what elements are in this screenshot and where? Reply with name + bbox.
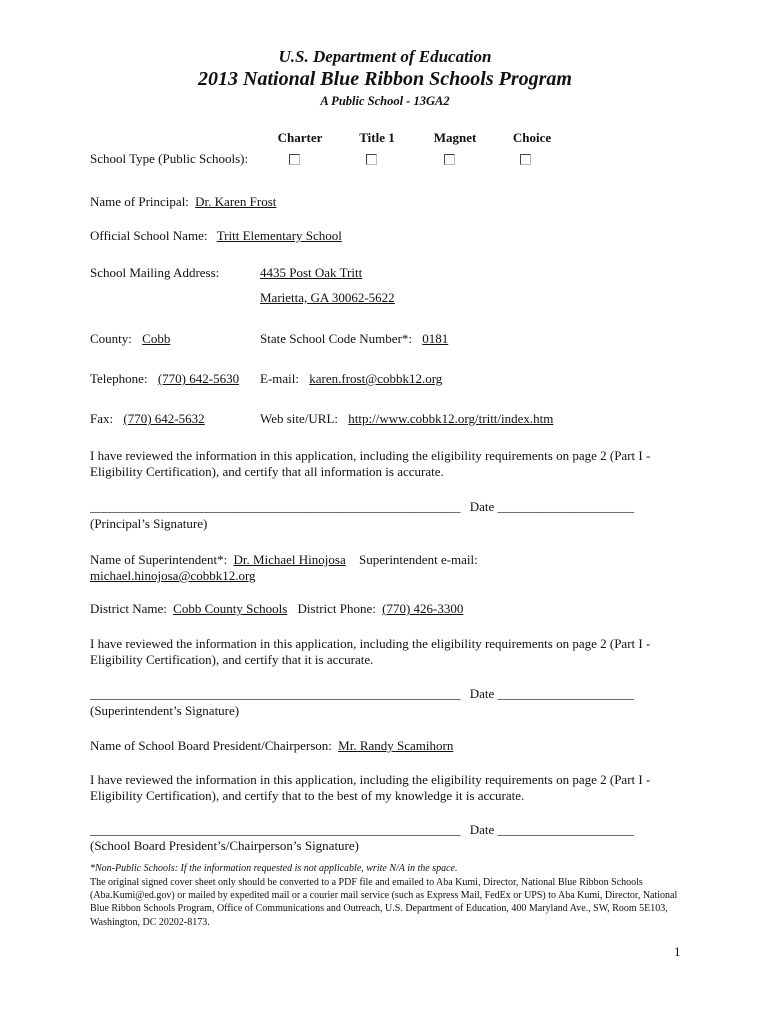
principal-signature-row xyxy=(90,499,634,515)
state-code-label: State School Code Number*: xyxy=(260,331,413,346)
mailing-line2: Marietta, GA 30062-5622 xyxy=(260,290,395,305)
telephone-row xyxy=(90,371,239,387)
board-date-line[interactable]: _____________________ xyxy=(497,822,635,837)
superintendent-value: Dr. Michael Hinojosa xyxy=(233,552,346,567)
fax-label: Fax: xyxy=(90,411,114,426)
fax-row xyxy=(90,411,205,427)
superintendent-email-label: Superintendent e-mail: xyxy=(358,552,478,567)
choice-header: Choice xyxy=(512,130,552,145)
website-value: http://www.cobbk12.org/tritt/index.htm xyxy=(348,411,554,426)
website-label: Web site/URL: xyxy=(260,411,339,426)
footnote-submission: The original signed cover sheet only should be converted to a PDF file and emailed to Aba Kumi, Director, National Blue Ribbon Schools (Aba.Kumi@ed.gov) or mailed by expedited mail or a courier mail service (such as Express Mail, FedEx or UPS) to Aba Kumi, Director, National Blue Ribbon Schools Program, Office of Communications and Outreach, U.S. Department of Education, 400 Maryland Ave., SW, Room 5E103, Washington, DC 20202-8173. xyxy=(90,877,678,928)
board-value: Mr. Randy Scamihorn xyxy=(338,738,454,753)
footnote-non-public: *Non-Public Schools: If the information requested is not applicable, write N/A in the space. xyxy=(90,863,458,874)
date-label: Date xyxy=(469,499,495,514)
page-number: 1 xyxy=(674,944,681,959)
mailing-line1: 4435 Post Oak Tritt xyxy=(260,265,363,280)
email-label: E-mail: xyxy=(260,371,299,386)
board-signature-row xyxy=(90,822,634,838)
school-name-row xyxy=(90,228,342,244)
superintendent-signature-line[interactable]: _________________________________________________________ xyxy=(90,686,461,701)
principal-certification: I have reviewed the information in this application, including the eligibility requirements on page 2 (Part I - Eligibility Certification), and certify that all information is accurate. xyxy=(90,448,651,479)
superintendent-signature-row xyxy=(90,686,634,702)
date-label: Date xyxy=(469,822,495,837)
board-signature-line[interactable]: _________________________________________________________ xyxy=(90,822,461,837)
superintendent-row xyxy=(90,552,478,568)
county-value: Cobb xyxy=(142,331,171,346)
superintendent-date-line[interactable]: _____________________ xyxy=(497,686,635,701)
state-code-row xyxy=(260,331,448,347)
charter-header: Charter xyxy=(277,130,323,145)
school-type-label: School Type (Public Schools): xyxy=(90,151,249,166)
program-title: 2013 National Blue Ribbon Schools Program xyxy=(198,68,572,90)
school-name-label: Official School Name: xyxy=(90,228,208,243)
fax-value: (770) 642-5632 xyxy=(123,411,205,426)
mailing-label: School Mailing Address: xyxy=(90,265,220,280)
superintendent-signature-caption: (Superintendent’s Signature) xyxy=(90,703,240,718)
principal-label: Name of Principal: xyxy=(90,194,189,209)
state-code-value: 0181 xyxy=(422,331,449,346)
charter-checkbox[interactable] xyxy=(289,154,300,165)
title1-header: Title 1 xyxy=(359,130,395,145)
superintendent-certification: I have reviewed the information in this application, including the eligibility requirements on page 2 (Part I - Eligibility Certification), and certify that it is accurate. xyxy=(90,636,651,667)
date-label: Date xyxy=(469,686,495,701)
website-row xyxy=(260,411,553,427)
district-phone-value: (770) 426-3300 xyxy=(382,601,464,616)
school-designation: A Public School - 13GA2 xyxy=(320,94,450,108)
principal-row xyxy=(90,194,276,210)
magnet-header: Magnet xyxy=(433,130,477,145)
choice-checkbox[interactable] xyxy=(520,154,531,165)
telephone-value: (770) 642-5630 xyxy=(157,371,240,386)
board-label: Name of School Board President/Chairperson: xyxy=(90,738,332,753)
telephone-label: Telephone: xyxy=(90,371,148,386)
board-signature-caption: (School Board President’s/Chairperson’s Signature) xyxy=(90,838,359,853)
principal-value: Dr. Karen Frost xyxy=(195,194,277,209)
principal-date-line[interactable]: _____________________ xyxy=(497,499,635,514)
title1-checkbox[interactable] xyxy=(366,154,377,165)
email-value: karen.frost@cobbk12.org xyxy=(309,371,443,386)
board-row xyxy=(90,738,453,754)
county-label: County: xyxy=(90,331,132,346)
district-phone-label: District Phone: xyxy=(297,601,376,616)
superintendent-email-value: michael.hinojosa@cobbk12.org xyxy=(90,568,256,583)
superintendent-label: Name of Superintendent*: xyxy=(90,552,228,567)
email-row xyxy=(260,371,442,387)
district-row xyxy=(90,601,463,617)
board-certification: I have reviewed the information in this application, including the eligibility requirements on page 2 (Part I - Eligibility Certification), and certify that to the best of my knowledge it is accurate. xyxy=(90,772,651,803)
principal-signature-caption: (Principal’s Signature) xyxy=(90,516,208,531)
department-title: U.S. Department of Education xyxy=(278,47,492,66)
magnet-checkbox[interactable] xyxy=(444,154,455,165)
district-label: District Name: xyxy=(90,601,167,616)
school-name-value: Tritt Elementary School xyxy=(216,228,342,243)
district-value: Cobb County Schools xyxy=(173,601,288,616)
county-row xyxy=(90,331,170,347)
principal-signature-line[interactable]: _________________________________________________________ xyxy=(90,499,461,514)
